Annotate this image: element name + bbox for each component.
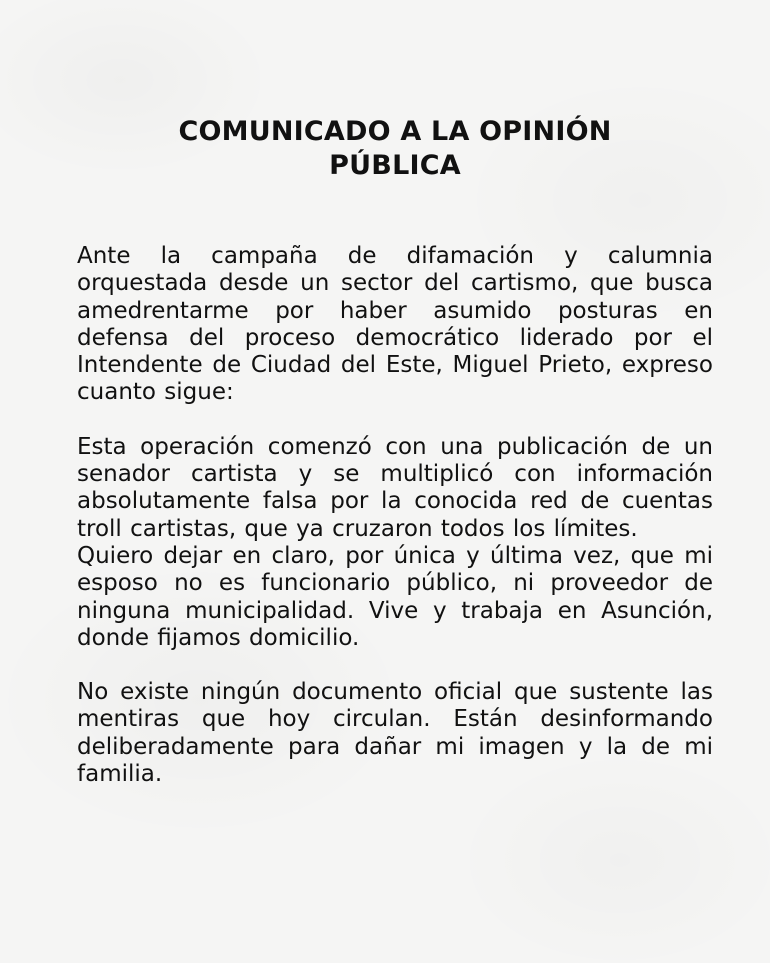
title-line-1: COMUNICADO A LA OPINIÓN [178,116,612,147]
paragraph-2: Esta operación comenzó con una publicación de un senador cartista y se multiplicó con información absolutamente falsa por la conocida red de cuentas troll cartistas, que ya cruzaron todos los límites. [77,433,713,542]
document-title [77,115,713,183]
paragraph-1: Ante la campaña de difamación y calumnia orquestada desde un sector del cartismo, que busca amedrentarme por haber asumido posturas en defensa del proceso democrático liderado por el Intendente de Ciudad del Este, Miguel Prieto, expreso cuanto sigue: [77,243,713,406]
statement-document [77,115,713,788]
paragraph-3: Quiero dejar en claro, por única y última vez, que mi esposo no es funcionario público, ni proveedor de ninguna municipalidad. Vive y trabaja en Asunción, donde fijamos domicilio. [77,542,713,651]
title-line-2: PÚBLICA [329,150,461,181]
paragraph-4: No existe ningún documento oficial que sustente las mentiras que hoy circulan. Están desinformando deliberadamente para dañar mi imagen y la de mi familia. [77,679,713,788]
